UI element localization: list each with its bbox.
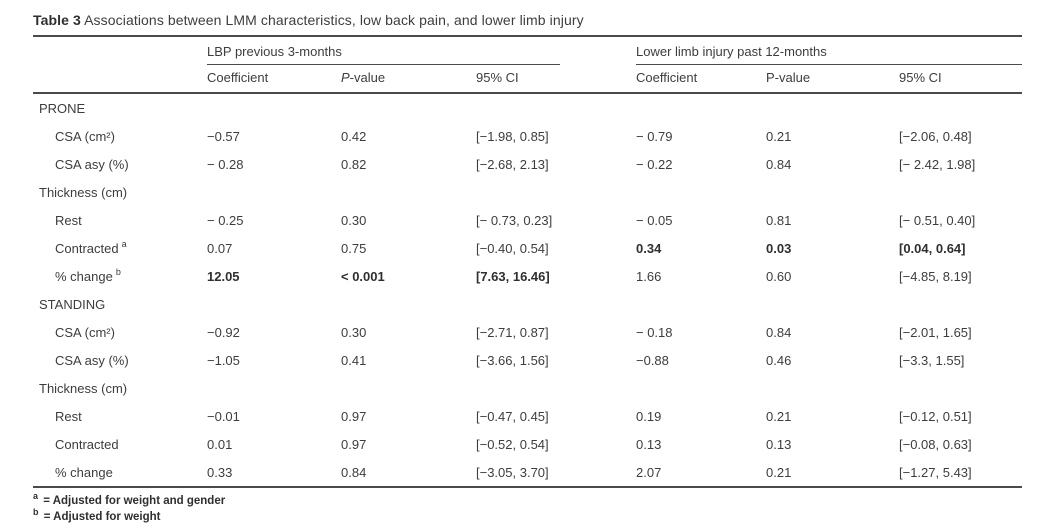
cell-pvalue-lbp: 0.75 <box>341 240 367 256</box>
cell-coefficient-lli: − 0.79 <box>636 128 673 144</box>
cell-pvalue-lli: 0.21 <box>766 458 899 487</box>
cell-coefficient-lli: 2.07 <box>636 458 766 487</box>
row-label: % change $^b$ <box>55 267 121 284</box>
col-header-coefficient: Coefficient <box>207 65 341 93</box>
row-label-header <box>33 65 207 93</box>
results-table <box>33 35 1022 488</box>
cell-coefficient-lli: − 0.22 <box>636 156 673 172</box>
data-row <box>33 458 1022 487</box>
cell-coefficient-lbp: −0.57 <box>207 128 240 144</box>
row-label: Contracted $^a$ <box>55 239 127 256</box>
cell-pvalue-lbp: 0.30 <box>341 324 367 340</box>
cell-ci-lbp: [−3.05, 3.70] <box>476 458 636 487</box>
col-header-ci: 95% CI <box>476 65 636 93</box>
footnote-sup-a: a <box>33 491 39 502</box>
cell-pvalue-lbp: 0.84 <box>341 458 476 487</box>
cell-coefficient-lbp: −0.92 <box>207 324 240 340</box>
column-header-row <box>33 65 1022 93</box>
row-label-header <box>33 36 207 65</box>
cell-coefficient-lli: 0.19 <box>636 408 662 424</box>
section-row <box>33 178 1022 206</box>
cell-pvalue-lli: 0.21 <box>766 408 792 424</box>
data-row <box>33 318 1022 346</box>
cell-pvalue-lbp: 0.30 <box>341 212 367 228</box>
data-row <box>33 262 1022 290</box>
cell-coefficient-lbp: 12.05 <box>207 268 240 284</box>
cell-ci-lli: [−2.01, 1.65] <box>899 324 972 340</box>
group-header-label: LBP previous 3-months <box>207 44 560 65</box>
footnote-b: $^b$ = Adjusted for weight <box>33 507 161 523</box>
cell-pvalue-lbp: 0.97 <box>341 436 367 452</box>
data-row <box>33 430 1022 458</box>
cell-coefficient-lli: 0.34 <box>636 240 662 256</box>
cell-pvalue-lli: 0.84 <box>766 324 792 340</box>
table-caption-text: Associations between LMM characteristics, low back pain, and lower limb injury <box>80 12 584 28</box>
group-header-row <box>33 36 1022 65</box>
cell-coefficient-lli: 0.13 <box>636 436 662 452</box>
cell-ci-lli: [−3.3, 1.55] <box>899 352 965 368</box>
cell-coefficient-lbp: −0.01 <box>207 408 240 424</box>
cell-coefficient-lbp: 0.01 <box>207 436 233 452</box>
cell-pvalue-lli: 0.03 <box>766 240 792 256</box>
cell-ci-lli: [−1.27, 5.43] <box>899 458 1022 487</box>
row-label: CSA (cm²) <box>55 128 115 144</box>
cell-coefficient-lbp: −1.05 <box>207 352 240 368</box>
row-label: STANDING <box>39 296 106 312</box>
cell-coefficient-lli: −0.88 <box>636 352 669 368</box>
cell-pvalue-lli: 0.60 <box>766 268 792 284</box>
group-header-label: Lower limb injury past 12-months <box>636 44 1022 65</box>
group-header-lbp <box>207 36 636 65</box>
cell-ci-lli: [−0.12, 0.51] <box>899 408 972 424</box>
footnote-marker-b: b <box>115 267 121 278</box>
col-header-pvalue: P-value <box>766 65 899 93</box>
cell-coefficient-lli: − 0.05 <box>636 212 673 228</box>
cell-coefficient-lli: − 0.18 <box>636 324 673 340</box>
section-row <box>33 93 1022 122</box>
row-label: Thickness (cm) <box>39 380 128 396</box>
cell-ci-lli: [− 0.51, 0.40] <box>899 212 976 228</box>
cell-pvalue-lli: 0.21 <box>766 128 792 144</box>
section-row <box>33 374 1022 402</box>
row-label: Rest <box>55 408 82 424</box>
table-body <box>33 93 1022 487</box>
data-row <box>33 346 1022 374</box>
row-label: CSA asy (%) <box>55 352 129 368</box>
row-label: Thickness (cm) <box>39 184 128 200</box>
col-header-pvalue: P-value <box>341 65 476 93</box>
table-footnotes <box>33 493 1022 525</box>
footnote-marker-a: a <box>121 239 127 250</box>
cell-ci-lbp: [−2.68, 2.13] <box>476 156 549 172</box>
cell-ci-lbp: [−0.52, 0.54] <box>476 436 549 452</box>
cell-coefficient-lbp: 0.07 <box>207 240 233 256</box>
cell-pvalue-lbp: 0.97 <box>341 408 367 424</box>
cell-pvalue-lbp: 0.41 <box>341 352 367 368</box>
row-label: % change <box>33 458 207 487</box>
data-row <box>33 234 1022 262</box>
cell-pvalue-lli: 0.84 <box>766 156 792 172</box>
group-header-lli <box>636 36 1022 65</box>
col-header-coefficient: Coefficient <box>636 65 766 93</box>
cell-pvalue-lli: 0.46 <box>766 352 792 368</box>
cell-ci-lbp: [−0.40, 0.54] <box>476 240 549 256</box>
row-label: Rest <box>55 212 82 228</box>
data-row <box>33 206 1022 234</box>
cell-ci-lli: [−0.08, 0.63] <box>899 436 972 452</box>
table-number: Table 3 <box>33 12 81 28</box>
cell-coefficient-lli: 1.66 <box>636 268 662 284</box>
row-label: PRONE <box>39 100 86 116</box>
cell-pvalue-lli: 0.81 <box>766 212 792 228</box>
footnote-sup-b: b <box>33 507 39 518</box>
cell-pvalue-lbp: < 0.001 <box>341 268 385 284</box>
row-label: CSA (cm²) <box>55 324 115 340</box>
cell-ci-lbp: [−1.98, 0.85] <box>476 128 549 144</box>
cell-ci-lli: [0.04, 0.64] <box>899 240 966 256</box>
row-label: CSA asy (%) <box>55 156 129 172</box>
cell-ci-lbp: [−2.71, 0.87] <box>476 324 549 340</box>
cell-ci-lbp: [−3.66, 1.56] <box>476 352 549 368</box>
data-row <box>33 122 1022 150</box>
cell-ci-lbp: [7.63, 16.46] <box>476 268 550 284</box>
cell-coefficient-lbp: − 0.28 <box>207 156 244 172</box>
data-row <box>33 402 1022 430</box>
section-row <box>33 290 1022 318</box>
col-header-ci: 95% CI <box>899 65 1022 93</box>
data-row <box>33 150 1022 178</box>
cell-ci-lli: [− 2.42, 1.98] <box>899 156 976 172</box>
table-header <box>33 36 1022 93</box>
table-caption <box>33 12 1022 28</box>
cell-pvalue-lli: 0.13 <box>766 436 792 452</box>
cell-ci-lli: [−4.85, 8.19] <box>899 268 972 284</box>
cell-pvalue-lbp: 0.42 <box>341 128 367 144</box>
cell-ci-lbp: [−0.47, 0.45] <box>476 408 549 424</box>
cell-ci-lbp: [− 0.73, 0.23] <box>476 212 553 228</box>
footnote-a: $^a$ = Adjusted for weight and gender <box>33 491 226 507</box>
cell-ci-lli: [−2.06, 0.48] <box>899 128 972 144</box>
cell-coefficient-lbp: − 0.25 <box>207 212 244 228</box>
cell-coefficient-lbp: 0.33 <box>207 458 341 487</box>
cell-pvalue-lbp: 0.82 <box>341 156 367 172</box>
pvalue-italic-p: P <box>341 70 350 85</box>
row-label: Contracted <box>55 436 119 452</box>
